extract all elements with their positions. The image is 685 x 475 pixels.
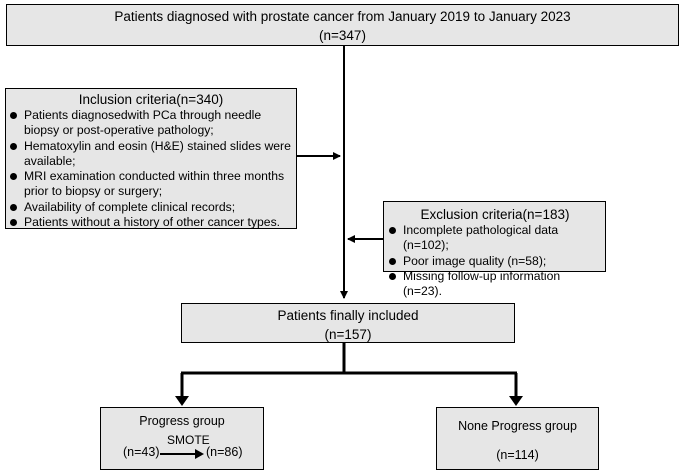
smote-label: SMOTE — [167, 433, 210, 447]
final-included-count: (n=157) — [324, 327, 372, 342]
inclusion-criteria-title: Inclusion criteria(n=340) — [78, 92, 224, 107]
none-progress-group-box — [436, 407, 599, 470]
total-patients-count: (n=347) — [319, 28, 366, 43]
progress-group-box — [100, 407, 264, 470]
inclusion-item: Patients diagnosedwith PCa through needle biopsy or post-operative pathology; — [9, 108, 293, 139]
inclusion-item: MRI examination conducted within three months prior to biopsy or surgery; — [9, 169, 293, 200]
exclusion-item: Incomplete pathological data (n=102); — [388, 223, 602, 254]
exclusion-criteria-title: Exclusion criteria(n=183) — [420, 207, 570, 222]
left-branch-arrowhead — [175, 396, 189, 406]
none-progress-group-title: None Progress group — [458, 419, 577, 433]
total-patients-title: Patients diagnosed with prostate cancer from January 2019 to January 2023 — [114, 9, 571, 24]
none-progress-group-count: (n=114) — [496, 448, 539, 462]
total-patients-box — [6, 4, 679, 46]
inclusion-criteria-box — [5, 88, 297, 229]
right-branch-arrowhead — [509, 396, 523, 406]
smote-arrow-icon — [159, 448, 205, 460]
progress-count-after: (n=86) — [206, 445, 243, 459]
inclusion-item: Hematoxylin and eosin (H&E) stained slides were available; — [9, 139, 293, 170]
inclusion-criteria-list — [9, 108, 293, 230]
inclusion-item: Availability of complete clinical records; — [9, 200, 293, 215]
progress-count-before: (n=43) — [123, 445, 160, 459]
exclusion-item: Missing follow-up information (n=23). — [388, 269, 602, 300]
exclusion-criteria-list — [388, 223, 602, 299]
exclusion-item: Poor image quality (n=58); — [388, 254, 602, 269]
inclusion-item: Patients without a history of other cancer types. — [9, 215, 293, 230]
progress-group-title: Progress group — [139, 414, 225, 428]
final-included-title: Patients finally included — [277, 308, 419, 323]
final-included-box — [181, 303, 515, 343]
exclusion-criteria-box — [383, 201, 606, 299]
